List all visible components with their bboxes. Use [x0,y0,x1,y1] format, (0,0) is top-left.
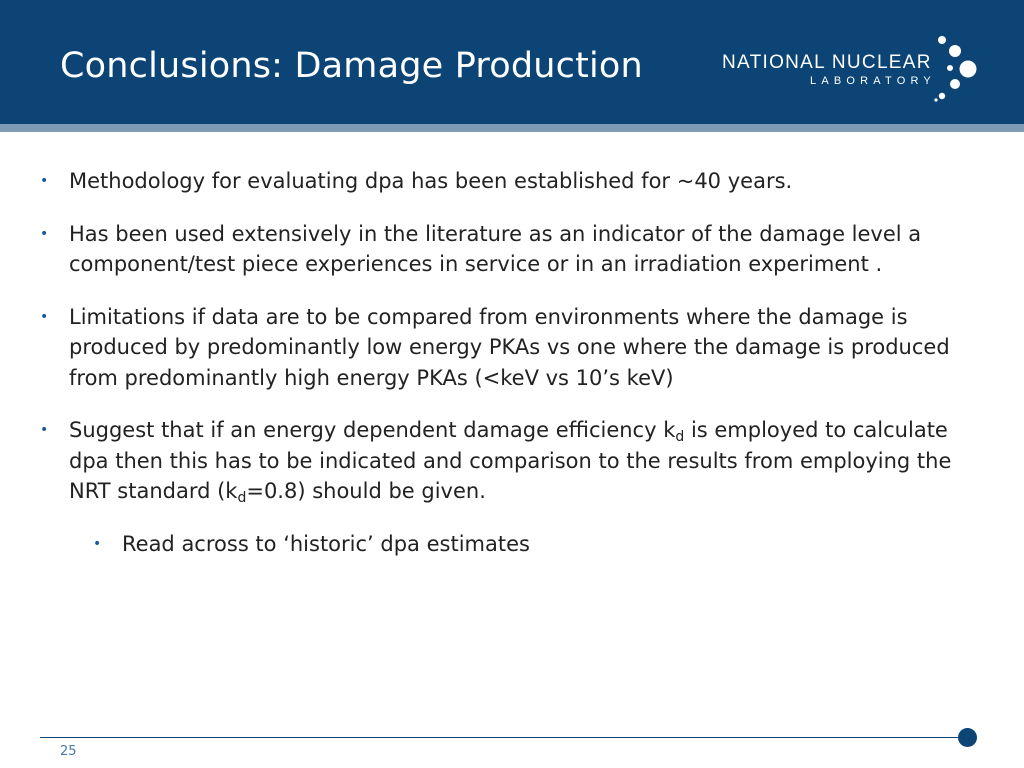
bullet-item [40,415,970,507]
header-stripe [0,124,1024,132]
page-number: 25 [60,744,77,759]
sub-bullet-item [93,529,970,560]
slide-title: Conclusions: Damage Production [60,46,643,86]
bullet-list [40,166,970,581]
header-bar [0,0,1024,124]
bullet-dot-icon: • [40,173,49,189]
sub-bullet-text: Read across to ‘historic’ dpa estimates [122,531,530,556]
bullet-text [69,418,952,506]
subscript: d [237,490,247,506]
footer-dot-icon [958,728,977,747]
logo-text-line1: NATIONAL NUCLEAR [722,52,932,73]
bullet-text-part: =0.8) should be given. [246,479,486,503]
footer-divider [40,737,968,738]
bullet-text: Has been used extensively in the literature as an indicator of the damage level a component/test piece experiences in service or in an irradiation experiment . [69,221,922,276]
bullet-text-part: is employed to calculate dpa then this has to be indicated and comparison to the results from employing the NRT standard (k [69,418,952,503]
bullet-text-part: Suggest that if an energy dependent damage efficiency k [69,418,676,442]
bullet-text: Limitations if data are to be compared from environments where the damage is produced by predominantly low energy PKAs vs one where the damage is produced from predominantly high energy PKAs (<keV vs 10’s keV) [69,304,950,390]
bullet-item [40,219,970,280]
logo [722,30,982,110]
bullet-text: Methodology for evaluating dpa has been established for ~40 years. [69,169,793,193]
logo-dots-icon [928,30,988,110]
bullet-dot-icon: • [40,422,49,438]
logo-text-line2: LABORATORY [810,75,936,87]
bullet-dot-icon: • [93,535,102,552]
subscript: d [675,429,685,445]
bullet-dot-icon: • [40,308,49,325]
bullet-dot-icon: • [40,225,49,242]
bullet-item [40,302,970,394]
bullet-item [40,166,970,197]
